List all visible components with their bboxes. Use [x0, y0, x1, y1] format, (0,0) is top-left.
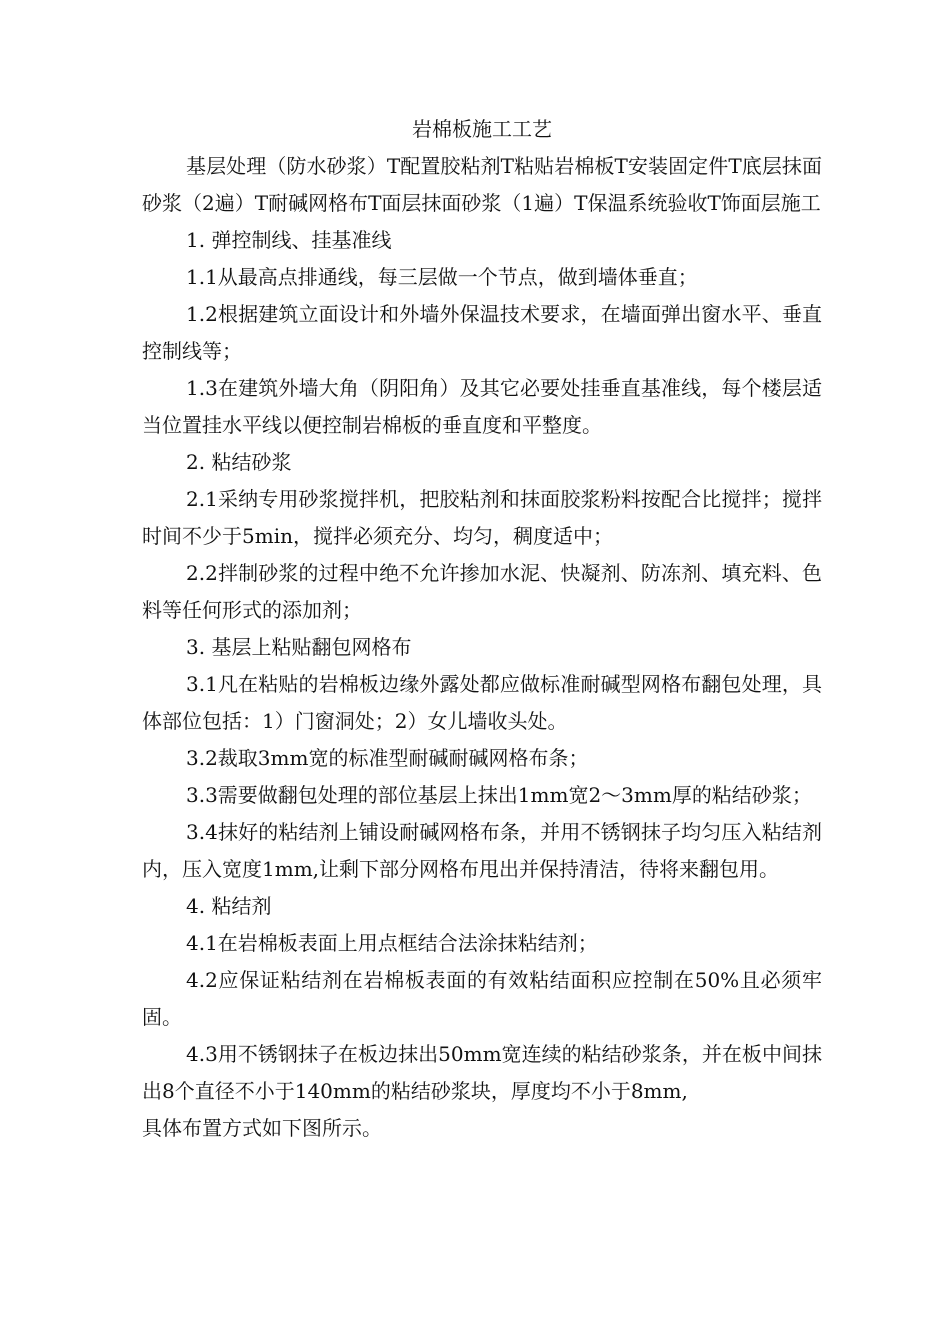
paragraph-1-1: 1.1从最高点排通线，每三层做一个节点，做到墙体垂直； [186, 265, 698, 289]
paragraph-3-1: 3.1凡在粘贴的岩棉板边缘外露处都应做标准耐碱型网格布翻包处理，具体部位包括：1）门窗洞处；2）女儿墙收头处。 [142, 672, 822, 733]
section-heading-4: 4. 粘结剂 [186, 894, 272, 918]
paragraph-4-1: 4.1在岩棉板表面上用点框结合法涂抹粘结剂； [186, 931, 598, 955]
paragraph-4-2: 4.2应保证粘结剂在岩棉板表面的有效粘结面积应控制在50%且必须牢固。 [142, 968, 822, 1029]
section-heading-3: 3. 基层上粘贴翻包网格布 [186, 635, 412, 659]
paragraph-1-3: 1.3在建筑外墙大角（阴阳角）及其它必要处挂垂直基准线，每个楼层适当位置挂水平线以便控制岩棉板的垂直度和平整度。 [142, 376, 822, 437]
paragraph-4-3-continuation: 具体布置方式如下图所示。 [142, 1116, 382, 1140]
section-heading-2: 2. 粘结砂浆 [186, 450, 292, 474]
paragraph-1-2: 1.2根据建筑立面设计和外墙外保温技术要求，在墙面弹出窗水平、垂直控制线等； [142, 302, 822, 363]
document-body [142, 114, 822, 1147]
paragraph-2-2: 2.2拌制砂浆的过程中绝不允许掺加水泥、快凝剂、防冻剂、填充料、色料等任何形式的添加剂； [142, 561, 822, 622]
process-flow-paragraph: 基层处理（防水砂浆）T配置胶粘剂T粘贴岩棉板T安装固定件T底层抹面砂浆（2遍）T耐碱网格布T面层抹面砂浆（1遍）T保温系统验收T饰面层施工 [142, 154, 822, 215]
document-title: 岩棉板施工工艺 [412, 117, 552, 141]
section-heading-1: 1. 弹控制线、挂基准线 [186, 228, 392, 252]
paragraph-3-3: 3.3需要做翻包处理的部位基层上抹出1mm宽2〜3mm厚的粘结砂浆； [186, 783, 812, 807]
paragraph-3-4: 3.4抹好的粘结剂上铺设耐碱网格布条，并用不锈钢抹子均匀压入粘结剂内，压入宽度1mm,让剩下部分网格布甩出并保持清洁，待将来翻包用。 [142, 820, 822, 881]
paragraph-2-1: 2.1采纳专用砂浆搅拌机，把胶粘剂和抹面胶浆粉料按配合比搅拌；搅拌时间不少于5min，搅拌必须充分、均匀，稠度适中； [142, 487, 822, 548]
paragraph-4-3: 4.3用不锈钢抹子在板边抹出50mm宽连续的粘结砂浆条，并在板中间抹出8个直径不小于140mm的粘结砂浆块，厚度均不小于8mm, [142, 1042, 822, 1103]
paragraph-3-2: 3.2裁取3mm宽的标准型耐碱耐碱网格布条； [186, 746, 589, 770]
